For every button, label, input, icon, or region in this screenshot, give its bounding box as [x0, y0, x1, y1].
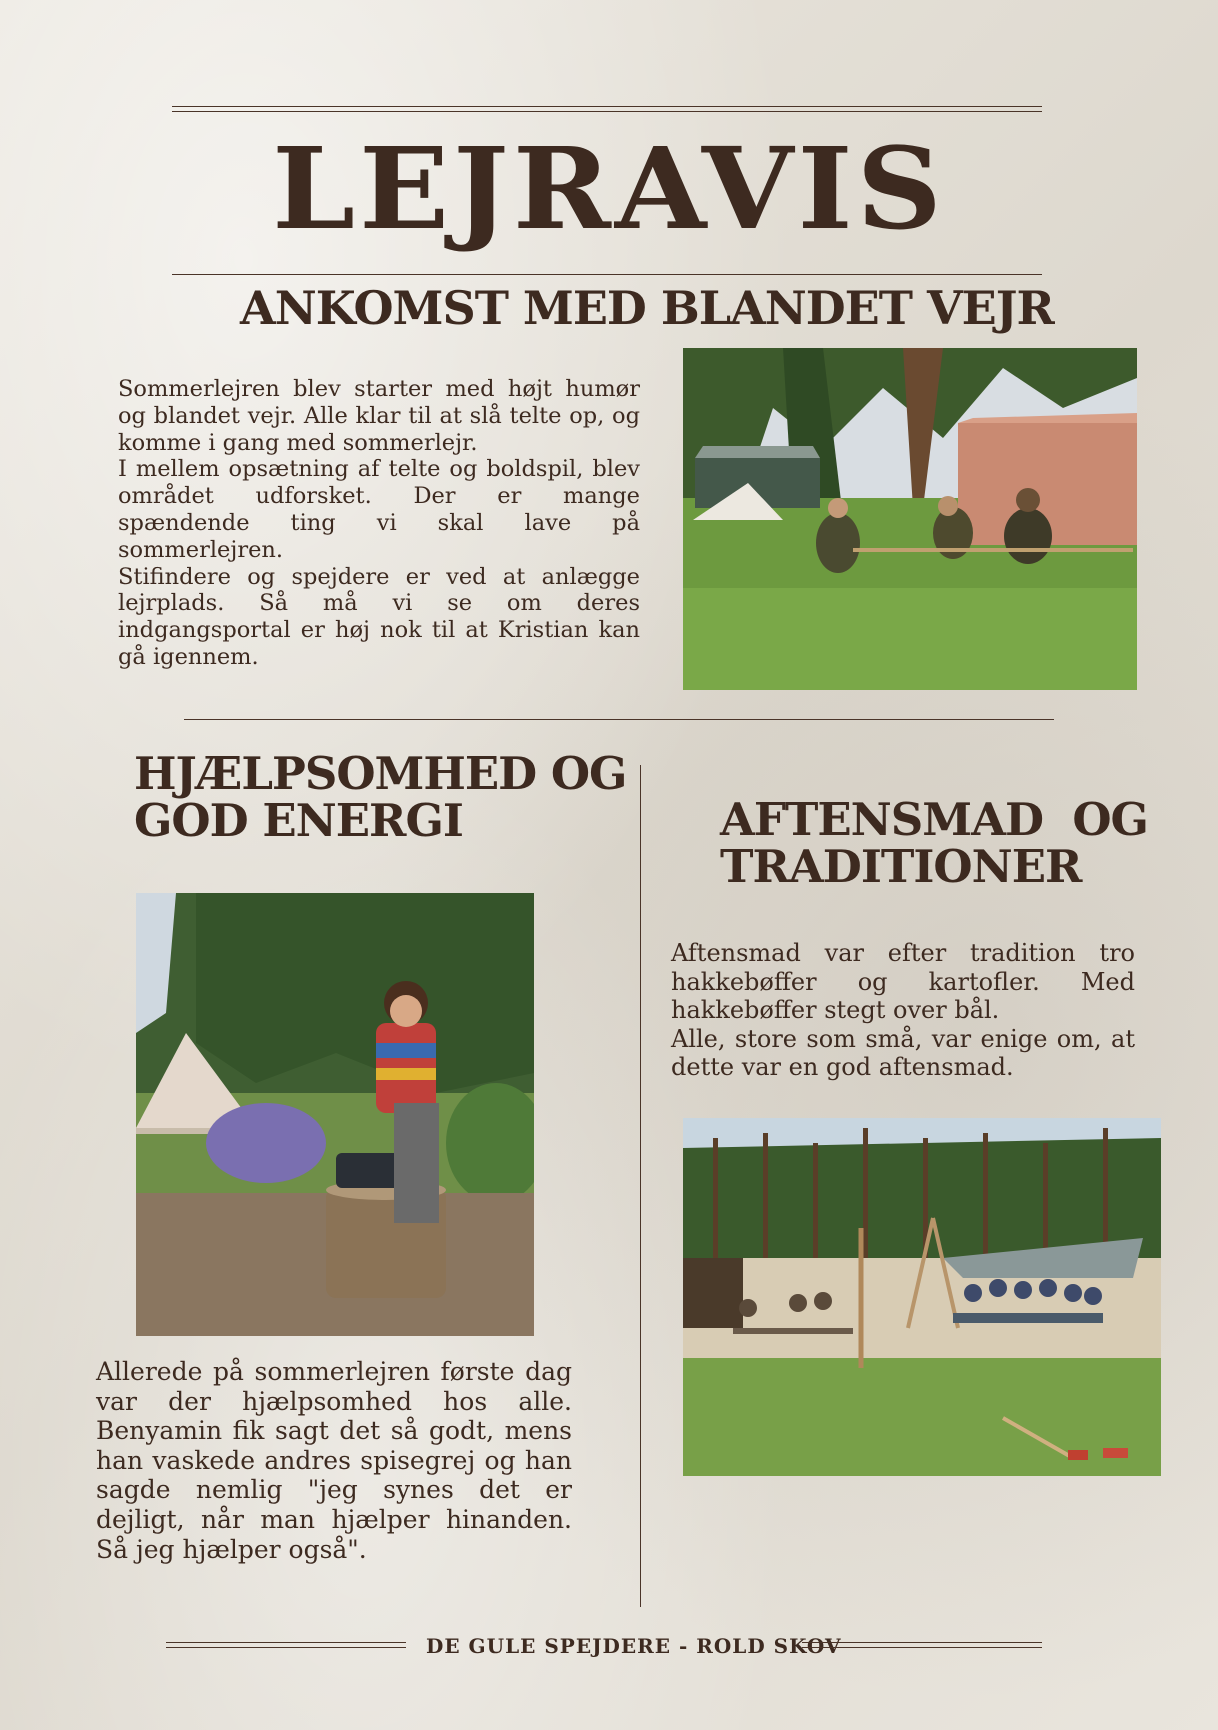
- masthead-bottom-rule: [172, 274, 1042, 275]
- article1-photo: [683, 348, 1137, 690]
- article2-headline-line2: GOD ENERGI: [134, 794, 463, 847]
- footer-rule-right: [802, 1642, 1042, 1643]
- article2-headline-line1: HJÆLPSOMHED OG: [134, 747, 627, 800]
- section-divider: [184, 719, 1054, 720]
- article2-photo: [136, 893, 534, 1336]
- article1-body: Sommerlejren blev starter med højt humør og blandet vejr. Alle klar til at slå telte op, og komme i gang med sommerlejr. I mellem opsætning af telte og boldspil, blev området udforsket. Der er mange spændende ting vi skal lave på sommerlejren. Stifindere og spejdere er ved at anlægge lejrplads. Så må vi se om deres indgangsportal er høj nok til at Kristian kan gå igennem.: [118, 376, 640, 670]
- footer-text: DE GULE SPEJDERE - ROLD SKOV: [426, 1634, 842, 1658]
- column-divider: [640, 765, 641, 1607]
- masthead-top-rule: [172, 106, 1042, 107]
- article3-photo: [683, 1118, 1161, 1476]
- masthead-title: LEJRAVIS: [272, 122, 946, 255]
- article3-headline-line2: TRADITIONER: [720, 840, 1082, 893]
- footer-rule-left: [166, 1642, 406, 1643]
- article3-headline-line1: AFTENSMAD OG: [720, 793, 1148, 846]
- article3-body: Aftensmad var efter tradition tro hakkebøffer og kartofler. Med hakkebøffer stegt over bål. Alle, store som små, var enige om, at dette var en god aftensmad.: [671, 939, 1135, 1082]
- article2-body: Allerede på sommerlejren første dag var der hjælpsomhed hos alle. Benyamin fik sagt det så godt, mens han vaskede andres spisegrej og han sagde nemlig "jeg synes det er dejligt, når man hjælper hinanden. Så jeg hjælper også".: [96, 1357, 572, 1564]
- article1-headline: ANKOMST MED BLANDET VEJR: [240, 281, 1054, 335]
